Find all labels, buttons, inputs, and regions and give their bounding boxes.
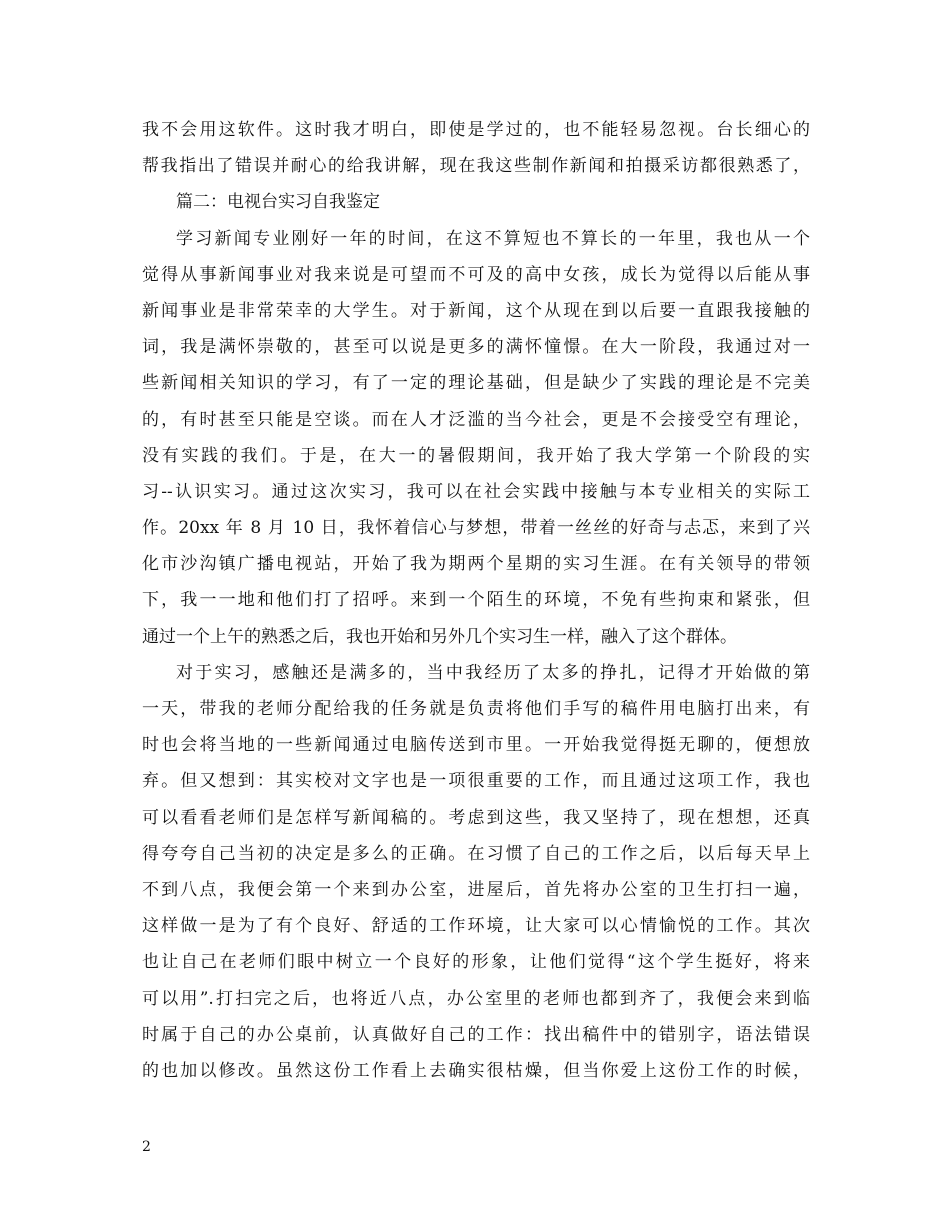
- text-line: 弃。但又想到：其实校对文字也是一项很重要的工作，而且通过这项工作，我也: [142, 771, 810, 792]
- text-line: 不到八点，我便会第一个来到办公室，进屋后，首先将办公室的卫生打扫一遍，: [142, 879, 810, 900]
- text-line: 觉得从事新闻事业对我来说是可望而不可及的高中女孩，成长为觉得以后能从事: [142, 264, 810, 285]
- page-number: 2: [142, 1139, 151, 1155]
- text-line: 新闻事业是非常荣幸的大学生。对于新闻，这个从现在到以后要一直跟我接触的: [142, 300, 810, 321]
- text-line: 可以看看老师们是怎样写新闻稿的。考虑到这些，我又坚持了，现在想想，还真: [142, 807, 810, 828]
- text-line: 我不会用这软件。这时我才明白，即使是学过的，也不能轻易忽视。台长细心的: [142, 120, 810, 140]
- body-text: [142, 112, 810, 1089]
- text-line: 对于实习，感触还是满多的，当中我经历了太多的挣扎，记得才开始做的第: [176, 662, 810, 683]
- text-line: 时也会将当地的一些新闻通过电脑传送到市里。一开始我觉得挺无聊的，便想放: [142, 735, 810, 756]
- text-line: 通过一个上午的熟悉之后，我也开始和另外几个实习生一样，融入了这个群体。: [142, 626, 737, 647]
- text-line: 一天，带我的老师分配给我的任务就是负责将他们手写的稿件用电脑打出来，有: [142, 699, 810, 719]
- text-line: 下，我一一地和他们打了招呼。来到一个陌生的环境，不免有些拘束和紧张，但: [142, 590, 810, 611]
- text-line: 的也加以修改。虽然这份工作看上去确实很枯燥，但当你爱上这份工作的时候，: [142, 1060, 810, 1081]
- section-heading: 篇二：电视台实习自我鉴定: [176, 192, 380, 213]
- text-line: 学习新闻专业刚好一年的时间，在这不算短也不算长的一年里，我也从一个: [176, 228, 810, 249]
- text-line: 作。20xx 年 8 月 10 日，我怀着信心与梦想，带着一丝丝的好奇与忐忑，来到了兴: [142, 518, 810, 539]
- text-line: 时属于自己的办公桌前，认真做好自己的工作：找出稿件中的错别字，语法错误: [142, 1024, 810, 1045]
- text-line: 化市沙沟镇广播电视站，开始了我为期两个星期的实习生涯。在有关领导的带领: [142, 554, 810, 575]
- text-line: 可以用”.打扫完之后，也将近八点，办公室里的老师也都到齐了，我便会来到临: [142, 988, 810, 1009]
- text-line: 的，有时甚至只能是空谈。而在人才泛滥的当今社会，更是不会接受空有理论，: [142, 409, 810, 430]
- text-line: 些新闻相关知识的学习，有了一定的理论基础，但是缺少了实践的理论是不完美: [142, 373, 810, 394]
- text-line: 习--认识实习。通过这次实习，我可以在社会实践中接触与本专业相关的实际工: [142, 481, 810, 502]
- text-line: 没有实践的我们。于是，在大一的暑假期间，我开始了我大学第一个阶段的实: [142, 445, 810, 466]
- text-line: 得夸夸自己当初的决定是多么的正确。在习惯了自己的工作之后，以后每天早上: [142, 843, 810, 864]
- text-line: 帮我指出了错误并耐心的给我讲解，现在我这些制作新闻和拍摄采访都很熟悉了，: [142, 156, 810, 177]
- text-line: 也让自己在老师们眼中树立一个良好的形象，让他们觉得“这个学生挺好，将来: [142, 952, 810, 973]
- text-line: 词，我是满怀崇敬的，甚至可以说是更多的满怀憧憬。在大一阶段，我通过对一: [142, 337, 810, 358]
- text-line: 这样做一是为了有个良好、舒适的工作环境，让大家可以心情愉悦的工作。其次: [142, 916, 810, 937]
